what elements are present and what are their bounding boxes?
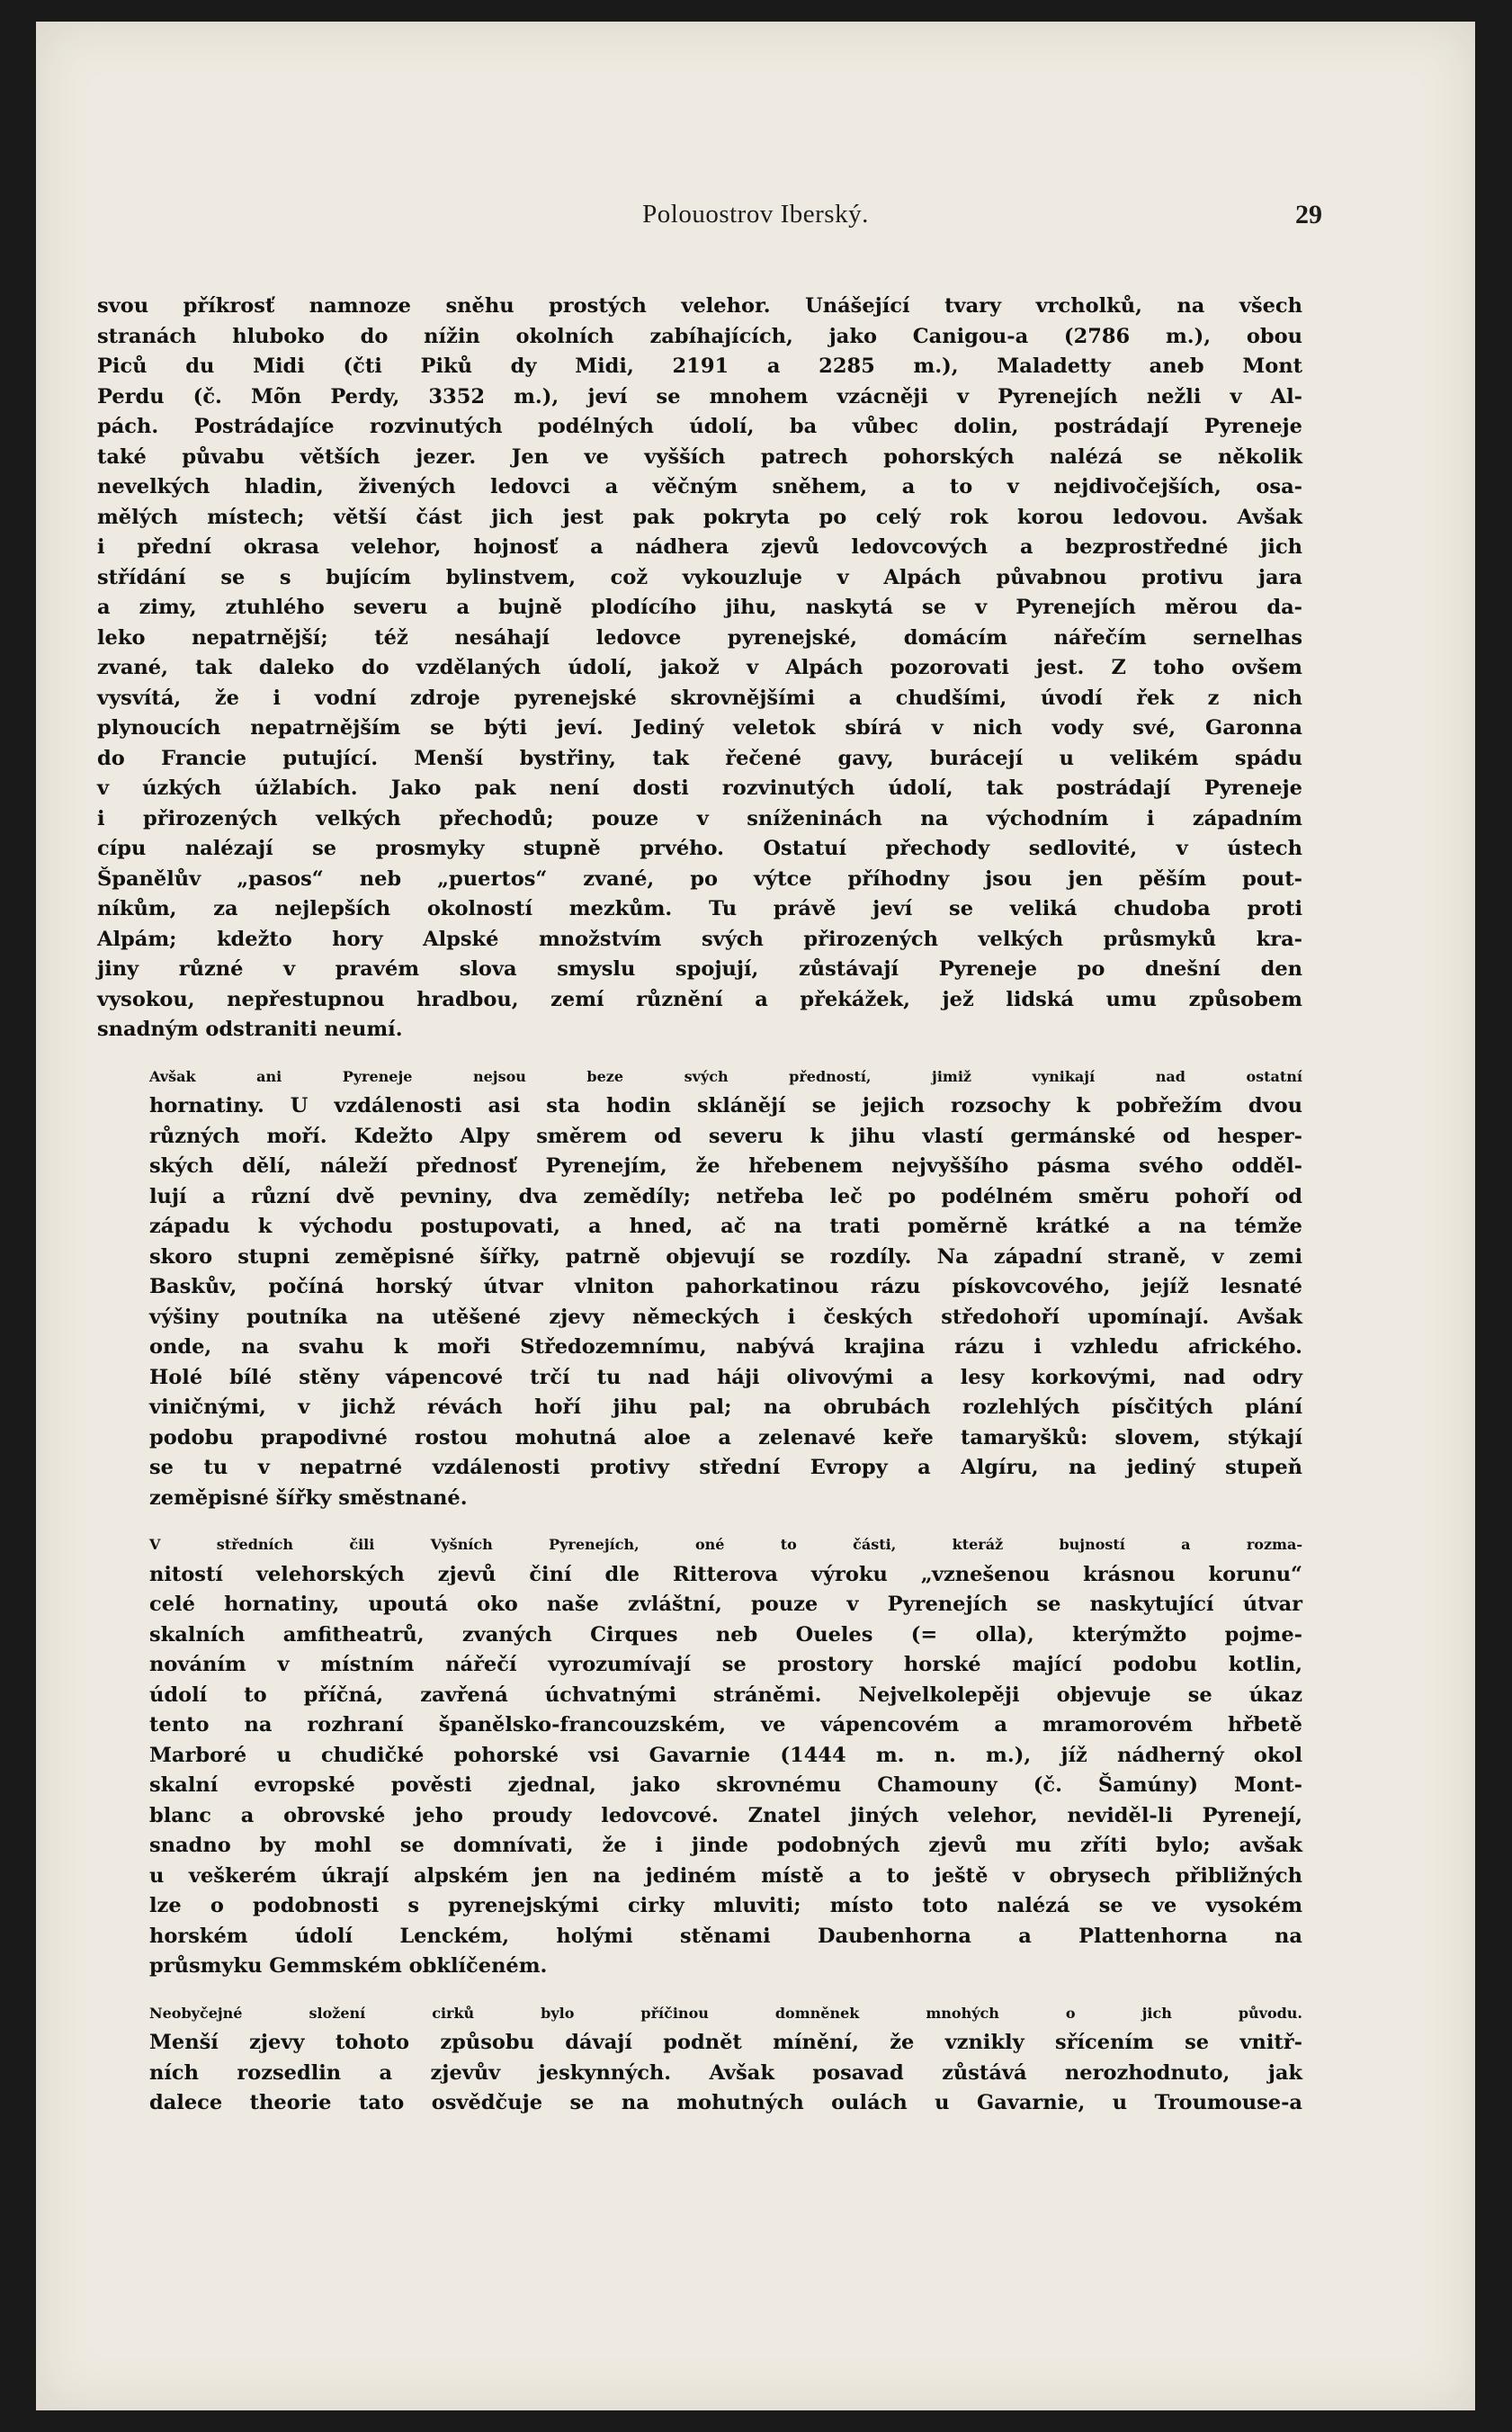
- text-line: vysokou, nepřestupnou hradbou, zemí různění a překážek, jež lidská umu způsobem: [97, 987, 1302, 1011]
- book-page: [36, 22, 1475, 2410]
- text-line: lze o podobnosti s pyrenejskými cirky mluviti; místo toto nalézá se ve vysokém: [149, 1894, 1302, 1917]
- text-line: leko nepatrnější; též nesáhají ledovce pyrenejské, domácím nářečím sernelhas: [97, 625, 1302, 650]
- text-line: údolí to příčná, zavřená úchvatnými stráněmi. Nejvelkolepěji objevuje se úkaz: [149, 1683, 1302, 1707]
- text-line: nitostí velehorských zjevů činí dle Ritterova výroku „vznešenou krásnou korunu“: [149, 1562, 1302, 1586]
- text-line: svou příkrosť namnoze sněhu prostých velehor. Unášející tvary vrcholků, na všech: [97, 294, 1302, 318]
- text-line: Menší zjevy tohoto způsobu dávají podnět mínění, že vznikly sřícením se vnitř-: [149, 2031, 1302, 2054]
- text-line: skalní evropské pověsti zjednal, jako skrovnému Chamouny (č. Šamúny) Mont-: [149, 1773, 1302, 1797]
- text-line: Avšak ani Pyreneje nejsou beze svých předností, jimiž vynikají nad ostatní: [149, 1067, 1302, 1085]
- text-line: hornatiny. U vzdálenosti asi sta hodin sklánějí se jejich rozsochy k pobřežím dvou: [149, 1094, 1302, 1117]
- text-line: skoro stupni zeměpisné šířky, patrně objevují se rozdíly. Na západní straně, v zemi: [149, 1244, 1302, 1269]
- text-line: ských dělí, náleží přednosť Pyrenejím, že hřebenem nejvyššího pásma svého odděl-: [149, 1154, 1302, 1178]
- paragraph: [97, 292, 1302, 1045]
- text-line: plynoucích nepatrnějším se býti jeví. Jediný veletok sbírá v nich vody své, Garonna: [97, 716, 1302, 740]
- text-line: Marboré u chudičké pohorské vsi Gavarnie (1444 m. n. m.), jíž nádherný okol: [149, 1743, 1302, 1767]
- text-line: u veškerém úkrají alpském jen na jediném místě a to ještě v obrysech přibližných: [149, 1863, 1302, 1888]
- text-line: celé hornatiny, upoutá oko naše zvláštní, pouze v Pyrenejích se naskytující útvar: [149, 1593, 1302, 1616]
- text-line: Perdu (č. Mõn Perdy, 3352 m.), jeví se mnohem vzácněji v Pyrenejích nežli v Al-: [97, 384, 1302, 408]
- text-line: vysvítá, že i vodní zdroje pyrenejské skrovnějšími a chudšími, úvodí řek z nich: [97, 686, 1302, 710]
- paragraph: [97, 1998, 1302, 2119]
- text-line: výšiny poutníka na utěšené zjevy německých i českých středohoří upomínají. Avšak: [149, 1305, 1302, 1329]
- text-line: různých moří. Kdežto Alpy směrem od severu k jihu vlastí germánské od hesper-: [149, 1124, 1302, 1148]
- text-line: stranách hluboko do nížin okolních zabíhajících, jako Canigou-a (2786 m.), obou: [97, 324, 1302, 348]
- text-line: tento na rozhraní španělsko-francouzském, ve vápencovém a mramorovém hřbetě: [149, 1713, 1302, 1737]
- text-line: níkům, za nejlepších okolností mezkům. Tu právě jeví se veliká chudoba proti: [97, 897, 1302, 920]
- text-line: také půvabu větších jezer. Jen ve vyšších patrech pohorských nalézá se několik: [97, 444, 1302, 469]
- text-line: Holé bílé stěny vápencové trčí tu nad háji olivovými a lesy korkovými, nad odry: [149, 1365, 1302, 1389]
- text-line: v úzkých úžlabích. Jako pak není dosti rozvinutých údolí, tak postrádají Pyreneje: [97, 776, 1302, 800]
- text-line: skalních amfitheatrů, zvaných Cirques neb Oueles (= olla), kterýmžto pojme-: [149, 1622, 1302, 1647]
- text-line: a zimy, ztuhlého severu a bujně plodícího jihu, naskytá se v Pyrenejích měrou da-: [97, 596, 1302, 619]
- text-line: Baskův, počíná horský útvar vlniton pahorkatinou rázu pískovcového, jejíž lesnaté: [149, 1275, 1302, 1298]
- text-line: i přední okrasa velehor, hojnosť a nádhera zjevů ledovcových a bezprostředné jich: [97, 535, 1302, 559]
- text-line: Španělův „pasos“ neb „puertos“ zvané, po výtce příhodny jsou jen pěším pout-: [97, 866, 1302, 891]
- page-number: 29: [1295, 200, 1322, 229]
- text-line: do Francie putující. Menší bystřiny, tak řečené gavy, burácejí u velikém spádu: [97, 746, 1302, 770]
- text-line: se tu v nepatrné vzdálenosti protivy střední Evropy a Algíru, na jediný stupeň: [149, 1456, 1302, 1479]
- text-line: pách. Postrádajíce rozvinutých podélných údolí, ba vůbec dolin, postrádají Pyreneje: [97, 415, 1302, 438]
- text-line: horském údolí Lenckém, holými stěnami Daubenhorna a Plattenhorna na: [149, 1924, 1302, 1948]
- text-line: onde, na svahu k moři Středozemnímu, nabývá krajina rázu i vzhledu afrického.: [149, 1335, 1302, 1359]
- text-line: Piců du Midi (čti Piků dy Midi, 2191 a 2285 m.), Maladetty aneb Mont: [97, 354, 1302, 378]
- text-line: průsmyku Gemmském obklíčeném.: [149, 1954, 548, 1978]
- text-line: Alpám; kdežto hory Alpské množstvím svých přirozených velkých průsmyků kra-: [97, 927, 1302, 951]
- text-line: snadno by mohl se domnívati, že i jinde podobných zjevů mu zříti bylo; avšak: [149, 1834, 1302, 1857]
- text-line: V středních čili Vyšních Pyrenejích, oné to části, kteráž bujností a rozma-: [149, 1536, 1302, 1553]
- text-line: nováním v místním nářečí vyrozumívají se prostory horské mající podobu kotlin,: [149, 1653, 1302, 1676]
- text-line: dalece theorie tato osvědčuje se na mohutných oulách u Gavarnie, u Troumouse-a: [149, 2091, 1302, 2114]
- text-line: lují a různí dvě pevniny, dva zemědíly; netřeba leč po podélném směru pohoří od: [149, 1184, 1302, 1208]
- running-title: Polouostrov Iberský.: [642, 200, 869, 229]
- text-line: zvané, tak daleko do vzdělaných údolí, jakož v Alpách pozorovati jest. Z toho ovšem: [97, 656, 1302, 679]
- paragraph: [97, 1062, 1302, 1514]
- text-line: blanc a obrovské jeho proudy ledovcové. Znatel jiných velehor, neviděl-li Pyrenejí,: [149, 1803, 1302, 1827]
- body-text: [97, 292, 1302, 2119]
- page-header: [36, 200, 1475, 245]
- text-line: viničnými, v jichž révách hoří jihu pal; na obrubách rozlehlých písčitých plání: [149, 1395, 1302, 1419]
- text-line: cípu nalézají se prosmyky stupně prvého. Ostatuí přechody sedlovité, v ústech: [97, 837, 1302, 860]
- text-line: mělých místech; větší část jich jest pak pokryta po celý rok korou ledovou. Avšak: [97, 505, 1302, 529]
- text-line: snadným odstraniti neumí.: [97, 1018, 403, 1041]
- text-line: i přirozených velkých přechodů; pouze v sníženinách na východním i západním: [97, 806, 1302, 830]
- text-line: západu k východu postupovati, a hned, ač na trati poměrně krátké a na témže: [149, 1215, 1302, 1238]
- paragraph: [97, 1530, 1302, 1982]
- text-line: nevelkých hladin, živených ledovci a věčným sněhem, a to v nejdivočejších, osa-: [97, 475, 1302, 498]
- text-line: Neobyčejné složení cirků bylo příčinou domněnek mnohých o jich původu.: [149, 2004, 1302, 2022]
- text-line: zeměpisné šířky směstnané.: [149, 1485, 468, 1510]
- text-line: podobu prapodivné rostou mohutná aloe a zelenavé keře tamaryšků: slovem, stýkají: [149, 1425, 1302, 1449]
- text-line: jiny různé v pravém slova smyslu spojují, zůstávají Pyreneje po dnešní den: [97, 957, 1302, 981]
- text-line: ních rozsedlin a zjevův jeskynných. Avšak posavad zůstává nerozhodnuto, jak: [149, 2060, 1302, 2085]
- text-line: střídání se s bujícím bylinstvem, což vykouzluje v Alpách půvabnou protivu jara: [97, 565, 1302, 589]
